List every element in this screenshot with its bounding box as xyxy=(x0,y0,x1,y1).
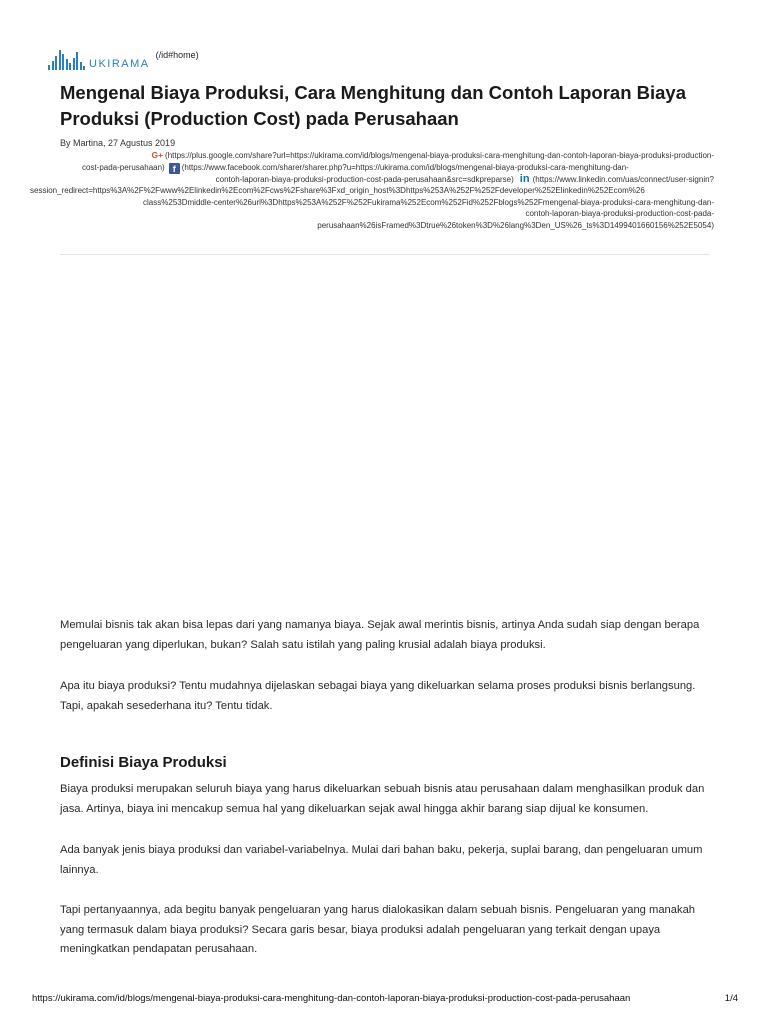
print-url: https://ukirama.com/id/blogs/mengenal-biaya-produksi-cara-menghitung-dan-contoh-laporan-biaya-produksi-production-cost-pada-perusahaan xyxy=(32,993,631,1004)
types-paragraph: Ada banyak jenis biaya produksi dan variabel-variabelnya. Mulai dari bahan baku, pekerja, suplai barang, dan pengeluaran umum lainnya. xyxy=(60,844,703,876)
ukirama-logo-icon[interactable] xyxy=(48,48,85,70)
google-plus-icon[interactable]: G+ xyxy=(151,150,164,160)
definition-paragraph: Biaya produksi merupakan seluruh biaya yang harus dikeluarkan sebuah bisnis atau perusahaan dalam menghasilkan produk dan jasa. Artinya, biaya ini mencakup semua hal yang dikeluarkan sejak awal hingga akhir barang siap dijual ke konsumen. xyxy=(60,783,705,815)
home-link[interactable]: (/id#home) xyxy=(155,50,199,60)
intro-paragraph: Memulai bisnis tak akan bisa lepas dari yang namanya biaya. Sejak awal merintis bisnis, artinya Anda sudah siap dengan berapa pengeluaran yang diperlukan, bukan? Salah satu istilah yang paling krusial adalah biaya produksi. xyxy=(60,619,700,651)
linkedin-icon[interactable]: in xyxy=(519,173,530,185)
facebook-icon[interactable]: f xyxy=(169,163,180,174)
google-plus-share-link[interactable]: (https://plus.google.com/share?url=https://ukirama.com/id/blogs/mengenal-biaya-produksi-cara-menghitung-dan-contoh-laporan-biaya-produksi-production- xyxy=(165,151,714,160)
page-number: 1/4 xyxy=(724,993,738,1004)
linkedin-share-link[interactable]: (https://www.linkedin.com/uas/connect/user-signin? xyxy=(532,174,714,184)
google-plus-share-link-cont[interactable]: cost-pada-perusahaan) xyxy=(82,162,165,172)
article-title: Mengenal Biaya Produksi, Cara Menghitung dan Contoh Laporan Biaya Produksi (Production Cost) pada Perusahaan xyxy=(60,82,687,129)
linkedin-share-link-cont[interactable]: session_redirect=https%3A%2F%2Fwww%2Elinkedin%2Ecom%2Fcws%2Fshare%3Fxd_origin_host%3Dhttps%253A%252F%252Fdeveloper%252Elinkedin%252Ecom%26 xyxy=(30,186,645,196)
logo-text[interactable]: UKIRAMA xyxy=(89,58,150,70)
facebook-share-link-cont[interactable]: contoh-laporan-biaya-produksi-production-cost-pada-perusahaan&src=sdkpreparse) xyxy=(215,174,514,184)
site-logo-row xyxy=(48,48,199,70)
question-paragraph: Apa itu biaya produksi? Tentu mudahnya dijelaskan sebagai biaya yang dikeluarkan selama proses produksi bisnis berlangsung. Tapi, apakah sesederhana itu? Tentu tidak. xyxy=(60,680,696,712)
share-links xyxy=(30,150,714,244)
article-byline: By Martina, 27 Agustus 2019 xyxy=(60,138,176,148)
linkedin-share-link-cont[interactable]: contoh-laporan-biaya-produksi-production-cost-pada- xyxy=(525,209,714,219)
facebook-share-link[interactable]: (https://www.facebook.com/sharer/sharer.php?u=https://ukirama.com/id/blogs/mengenal-biaya-produksi-cara-menghitung-dan- xyxy=(181,162,629,172)
linkedin-share-link-cont[interactable]: perusahaan%26isFramed%3Dtrue%26token%3D%26lang%3Den_US%26_ts%3D1499401660156%252E5054) xyxy=(317,220,714,230)
section-heading: Definisi Biaya Produksi xyxy=(60,754,227,771)
allocation-paragraph: Tapi pertanyaannya, ada begitu banyak pengeluaran yang harus dialokasikan dalam sebuah bisnis. Pengeluaran yang manakah yang termasuk dalam biaya produksi? Secara garis besar, biaya produksi adalah pengeluaran yang terkait dengan upaya meningkatkan pendapatan perusahaan. xyxy=(60,904,696,955)
divider xyxy=(60,254,710,255)
linkedin-share-link-cont[interactable]: class%253Dmiddle-center%26url%3Dhttps%253A%252F%252Fukirama%252Ecom%252Fid%252Fblogs%252Fmengenal-biaya-produksi-cara-menghitung-dan- xyxy=(143,197,714,207)
